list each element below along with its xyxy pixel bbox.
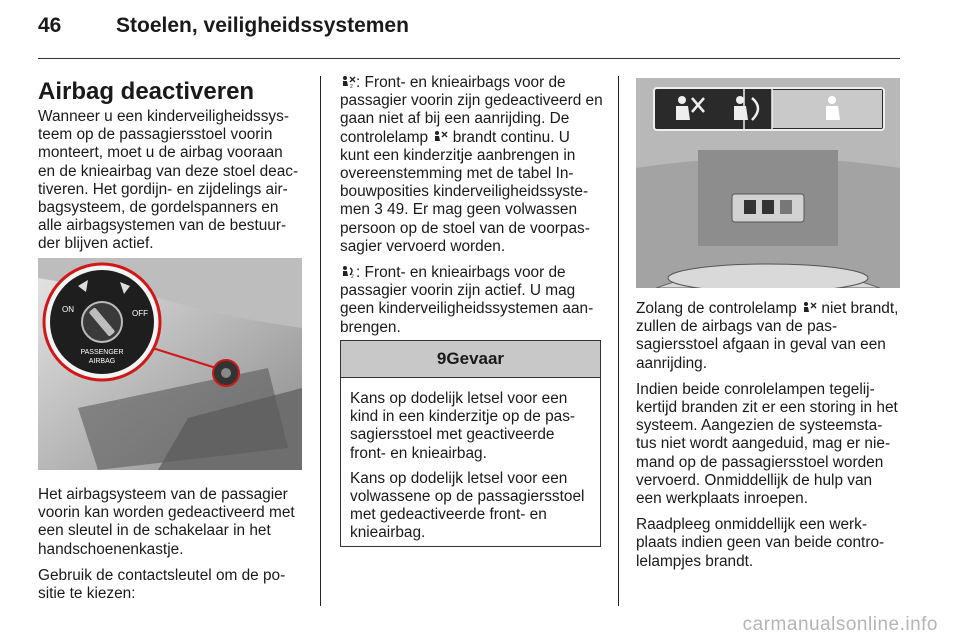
airbag-off-lamp-icon bbox=[432, 130, 448, 144]
on-position-item bbox=[340, 264, 603, 337]
watermark: carmanualsonline.info bbox=[742, 614, 938, 635]
airbag-switch-photo bbox=[38, 258, 302, 470]
header-rule bbox=[38, 58, 900, 59]
warning-header bbox=[341, 341, 600, 378]
airbag-off-lamp-icon bbox=[801, 301, 817, 315]
section-heading: Airbag deactiveren bbox=[38, 78, 255, 105]
switch-on-label: ON bbox=[62, 305, 74, 314]
svg-text:2: 2 bbox=[350, 84, 353, 89]
middle-column bbox=[340, 74, 603, 345]
left-column-lower bbox=[38, 486, 304, 611]
switch-off-label: OFF bbox=[132, 309, 148, 318]
switch-paragraph: Het airbagsysteem van de passagier voorin kan worden gedeactiveerd met een sleutel in de schakelaar in het handschoenenkastje. bbox=[38, 486, 295, 558]
intro-paragraph: Wanneer u een kinderveiligheidssys-teem op de passagiersstoel voorin monteert, moet u de airbag vooraan en de knieairbag van deze stoel deac-tiveren. Het gordijn- en zijdelings air-bagsysteem, de gordelspanners en alle airbagsystemen van de bestuur-der blijven actief. bbox=[38, 108, 299, 253]
right-p1-text-a: Zolang de controlelamp bbox=[636, 300, 797, 317]
page-number: 46 bbox=[38, 14, 62, 37]
off-item-text-c: 49. Er mag geen volwassen persoon op de stoel van de voorpas-sagier vervoerd worden. bbox=[340, 201, 590, 255]
warning-title: Gevaar bbox=[446, 349, 505, 368]
off-position-item bbox=[340, 74, 603, 256]
right-paragraph-3: Raadpleeg onmiddellijk een werk-plaats indien geen van beide contro-lelampjes brandt. bbox=[636, 516, 885, 570]
right-column bbox=[636, 300, 900, 579]
airbag-off-icon bbox=[340, 75, 356, 89]
overhead-indicator-photo bbox=[636, 78, 900, 288]
switch-passenger-label: PASSENGER bbox=[80, 349, 124, 356]
off-item-text-a: : Front- en knieairbags voor de passagier voorin zijn gedeactiveerd en gaan niet af bij een aanrijding. De controlelamp bbox=[340, 74, 603, 146]
switch-airbag-label: AIRBAG bbox=[88, 358, 116, 365]
right-paragraph-2: Indien beide conrolelampen tegelij-kertijd branden zit er een storing in het systeem. Aangezien de systeemsta-tus niet wordt aangeduid, mag er nie-mand op de passagiersstoel worden vervoerd. Onmiddellijk de hulp van een werkplaats inroepen. bbox=[636, 380, 898, 508]
airbag-on-icon bbox=[340, 265, 356, 279]
column-divider-1 bbox=[320, 76, 321, 606]
key-paragraph: Gebruik de contactsleutel om de po-sitie te kiezen: bbox=[38, 566, 286, 603]
warning-paragraph-1: Kans op dodelijk letsel voor een kind in een kinderzitje op de pas-sagiersstoel met geactiveerde front- en knieairbag. bbox=[350, 390, 576, 462]
warning-triangle-icon: 9 bbox=[436, 349, 447, 368]
left-column bbox=[38, 74, 304, 262]
on-item-text: : Front- en knieairbags voor de passagier voorin zijn actief. U mag geen kinderveiligheidssystemen aan-brengen. bbox=[340, 264, 594, 336]
right-p1-text-b: niet brandt, zullen de airbags van de pas-sagiersstoel afgaan in geval van een aanrijding. bbox=[636, 300, 899, 372]
page-reference-arrow-icon: 3 bbox=[374, 201, 383, 219]
right-paragraph-1 bbox=[636, 300, 900, 373]
danger-warning-box bbox=[340, 340, 601, 547]
off-item-text-b: brandt continu. U kunt een kinderzitje aanbrengen in overeenstemming met de tabel In-bouwposities kinderveiligheidssyste-men bbox=[340, 128, 589, 219]
column-divider-2 bbox=[618, 76, 619, 606]
svg-text:2: 2 bbox=[351, 274, 354, 280]
page-title: Stoelen, veiligheidssystemen bbox=[116, 14, 409, 37]
warning-paragraph-2: Kans op dodelijk letsel voor een volwassene op de passagiersstoel met gedeactiveerde front- en knieairbag. bbox=[350, 469, 585, 542]
